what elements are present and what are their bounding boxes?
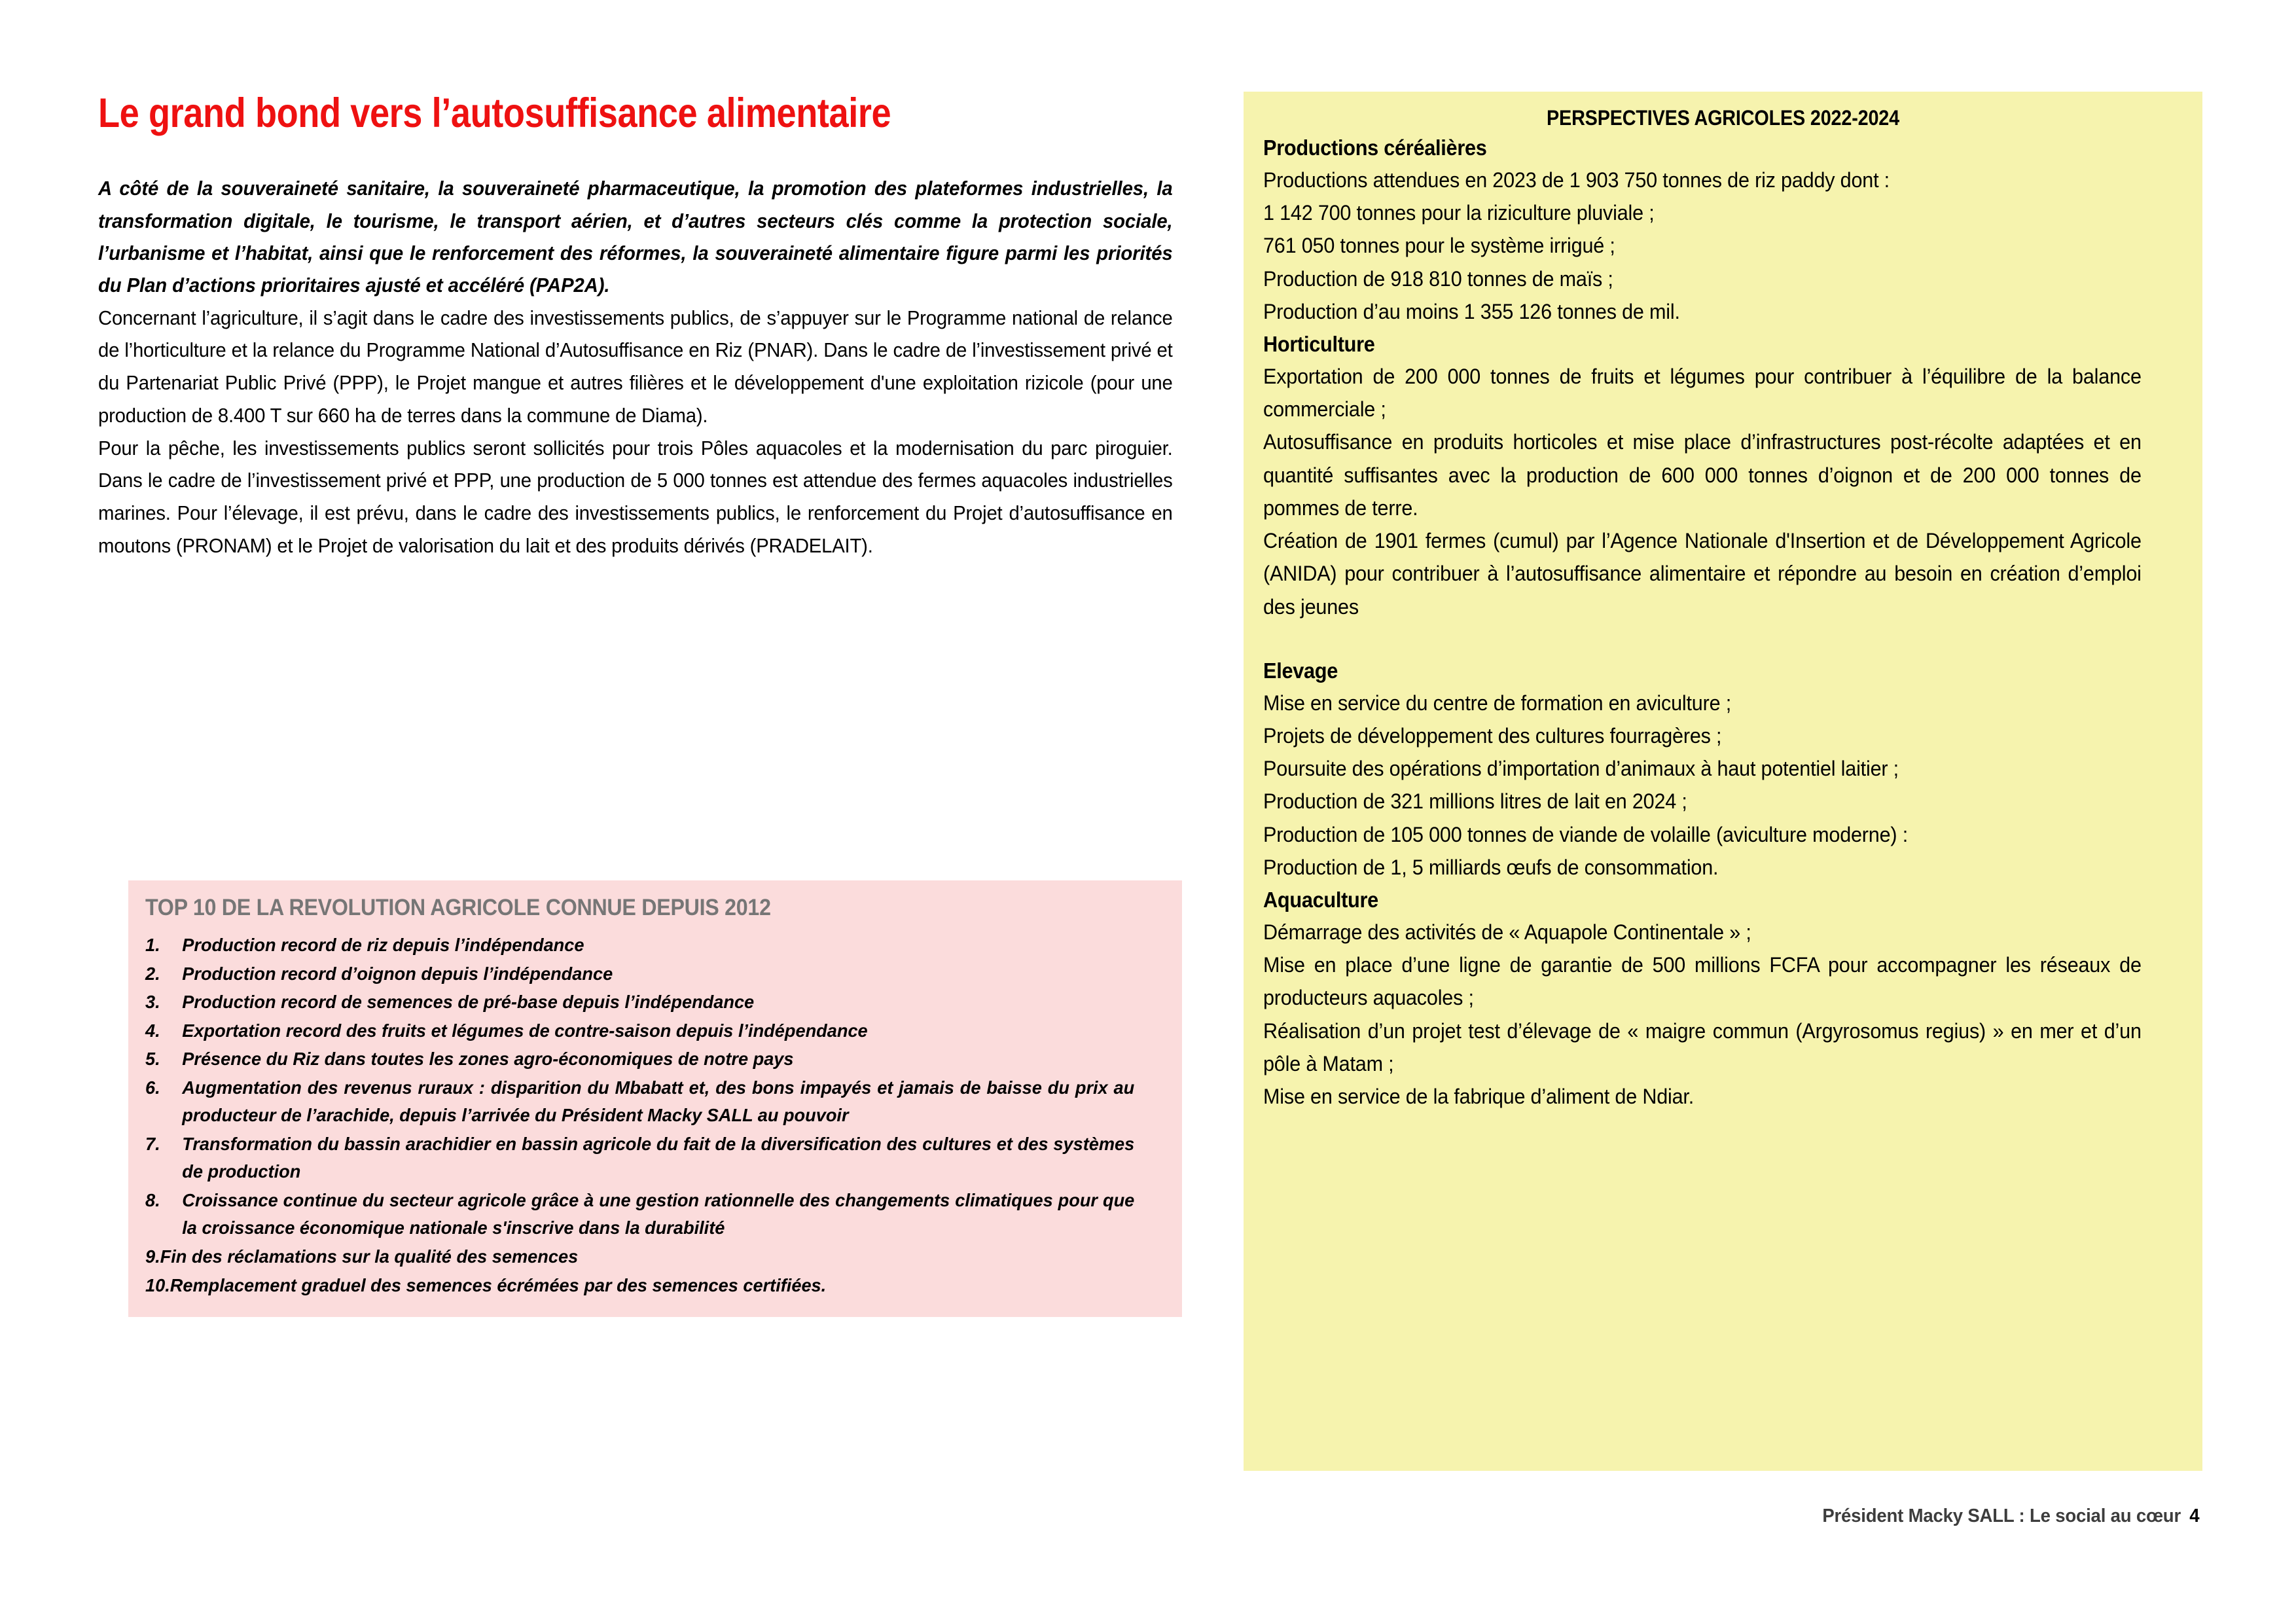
list-item-number: 1.	[145, 935, 160, 955]
list-item	[145, 1187, 1134, 1242]
article-lede: A côté de la souveraineté sanitaire, la souveraineté pharmaceutique, la promotion des plateformes industrielles, la transformation digitale, le tourisme, le transport aérien, et d’autres secteurs clés comme la protection sociale, l’urbanisme et l’habitat, ainsi que le renforcement des réformes, la souveraineté alimentaire figure parmi les priorités du Plan d’actions prioritaires ajusté et accéléré (PAP2A).	[98, 177, 1173, 297]
section-heading-cereales: Productions céréalières	[1263, 135, 1487, 160]
page-number: 4	[2189, 1506, 2199, 1526]
list-item	[145, 1074, 1134, 1130]
section-line: Mise en service du centre de formation en aviculture ;	[1263, 691, 1731, 715]
section-line: Production d’au moins 1 355 126 tonnes de mil.	[1263, 299, 1680, 323]
list-item-number: 7.	[145, 1133, 160, 1154]
list-item	[145, 931, 1134, 960]
section-heading-aquaculture: Aquaculture	[1263, 888, 1378, 912]
list-item: 9.Fin des réclamations sur la qualité des semences	[145, 1246, 579, 1267]
list-item-number: 5.	[145, 1049, 160, 1070]
list-item-number: 8.	[145, 1189, 160, 1210]
section-heading-elevage: Elevage	[1263, 658, 1338, 683]
section-line: 761 050 tonnes pour le système irrigué ;	[1263, 234, 1615, 258]
section-line: 1 142 700 tonnes pour la riziculture pluviale ;	[1263, 201, 1655, 225]
top10-box	[128, 880, 1182, 1317]
list-item	[145, 1045, 1134, 1074]
article-body	[98, 302, 1173, 563]
section-line: Projets de développement des cultures fourragères ;	[1263, 723, 1722, 748]
list-item	[145, 1130, 1134, 1186]
footer-text: Président Macky SALL : Le social au cœur	[1821, 1506, 2181, 1526]
top10-title: TOP 10 DE LA REVOLUTION AGRICOLE CONNUE DEPUIS 2012	[145, 895, 771, 920]
page-footer	[1822, 1506, 2199, 1527]
left-column	[98, 92, 1217, 562]
section-line: Mise en place d’une ligne de garantie de 500 millions FCFA pour accompagner les réseaux de producteurs aquacoles ;	[1263, 953, 2142, 1010]
list-item-label: Croissance continue du secteur agricole grâce à une gestion rationnelle des changements climatiques pour que la croissance économique nationale s'inscrive dans la durabilité	[182, 1189, 1135, 1238]
list-item-label: Production record de semences de pré-base depuis l’indépendance	[182, 992, 755, 1013]
section-line: Réalisation d’un projet test d’élevage de « maigre commun (Argyrosomus regius) » en mer et d’un pôle à Matam ;	[1263, 1019, 2142, 1075]
article-paragraph: Concernant l’agriculture, il s’agit dans le cadre des investissements publics, de s’appuyer sur le Programme national de relance de l’horticulture et la relance du Programme National d’Autosuffisance en Riz (PNAR). Dans le cadre de l’investissement privé et du Partenariat Public Privé (PPP), le Projet mangue et autres filières et le développement d'une exploitation rizicole (pour une production de 8.400 T sur 660 ha de terres dans la commune de Diama).	[98, 306, 1173, 427]
section-line: Autosuffisance en produits horticoles et mise place d’infrastructures post-récolte adaptées et en quantité suffisantes avec la production de 600 000 tonnes d’oignon et de 200 000 tonnes de pommes de terre.	[1263, 430, 2142, 520]
section-line: Poursuite des opérations d’importation d’animaux à haut potentiel laitier ;	[1263, 757, 1899, 781]
panel-title: PERSPECTIVES AGRICOLES 2022-2024	[1547, 106, 1899, 130]
section-line: Productions attendues en 2023 de 1 903 750 tonnes de riz paddy dont :	[1263, 168, 1890, 192]
list-item-label: Présence du Riz dans toutes les zones agro-économiques de notre pays	[182, 1049, 794, 1070]
list-item	[145, 960, 1134, 988]
top10-list	[145, 931, 1165, 1299]
section-line: Mise en service de la fabrique d’aliment de Ndiar.	[1263, 1085, 1695, 1109]
list-item: 10.Remplacement graduel des semences écrémées par des semences certifiées.	[145, 1274, 827, 1295]
section-line: Démarrage des activités de « Aquapole Continentale » ;	[1263, 920, 1751, 945]
list-item-number: 6.	[145, 1077, 160, 1098]
list-item-label: Transformation du bassin arachidier en bassin agricole du fait de la diversification des cultures et des systèmes de production	[182, 1133, 1135, 1182]
page-title: Le grand bond vers l’autosuffisance alimentaire	[98, 90, 891, 136]
list-item	[145, 988, 1134, 1017]
section-line: Production de 105 000 tonnes de viande de volaille (aviculture moderne) :	[1263, 822, 1908, 846]
list-item-number: 2.	[145, 963, 160, 984]
perspectives-panel	[1244, 92, 2202, 1471]
list-item-number: 4.	[145, 1020, 160, 1041]
section-line: Production de 1, 5 milliards œufs de consommation.	[1263, 855, 1719, 879]
list-item-label: Production record d’oignon depuis l’indépendance	[182, 963, 613, 984]
section-line: Création de 1901 fermes (cumul) par l’Agence Nationale d'Insertion et de Développement Agricole (ANIDA) pour contribuer à l’autosuffisance alimentaire et répondre au besoin en création d’emploi des jeunes	[1263, 529, 2142, 619]
section-heading-horticulture: Horticulture	[1263, 332, 1375, 357]
list-item-label: Augmentation des revenus ruraux : disparition du Mbabatt et, des bons impayés et jamais de baisse du prix au producteur de l’arachide, depuis l’arrivée du Président Macky SALL au pouvoir	[182, 1077, 1135, 1126]
list-item-label: Exportation record des fruits et légumes de contre-saison depuis l’indépendance	[182, 1020, 868, 1041]
section-line: Exportation de 200 000 tonnes de fruits et légumes pour contribuer à l’équilibre de la balance commerciale ;	[1263, 364, 2142, 422]
article-paragraph: Pour la pêche, les investissements publics seront sollicités pour trois Pôles aquacoles et la modernisation du parc piroguier. Dans le cadre de l’investissement privé et PPP, une production de 5 000 tonnes est attendue des fermes aquacoles industrielles marines. Pour l’élevage, il est prévu, dans le cadre des investissements publics, le renforcement du Projet d’autosuffisance en moutons (PRONAM) et le Projet de valorisation du lait et des produits dérivés (PRADELAIT).	[98, 437, 1173, 557]
section-line: Production de 918 810 tonnes de maïs ;	[1263, 266, 1613, 291]
list-item	[145, 1017, 1134, 1045]
list-item-number: 3.	[145, 992, 160, 1013]
section-line: Production de 321 millions litres de lait en 2024 ;	[1263, 789, 1687, 814]
list-item-label: Production record de riz depuis l’indépendance	[182, 935, 584, 955]
